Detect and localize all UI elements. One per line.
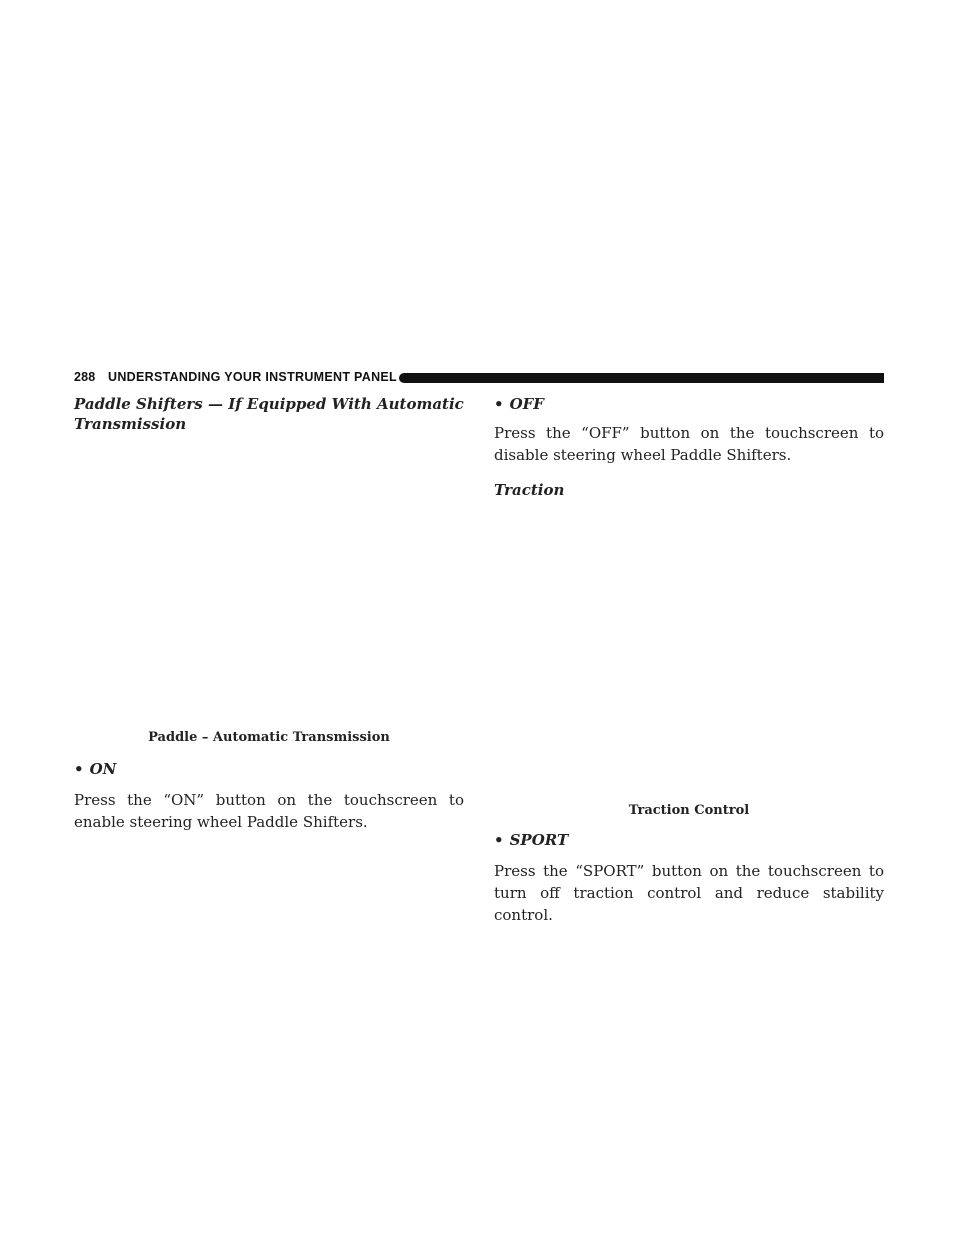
bullet-dot: • [494, 395, 504, 413]
traction-figure [494, 500, 884, 830]
off-bullet [494, 394, 884, 414]
page-number: 288 [74, 370, 96, 384]
on-label: ON [89, 760, 117, 778]
bullet-dot: • [494, 831, 504, 849]
traction-figure-caption: Traction Control [628, 803, 750, 818]
paddle-figure-caption: Paddle – Automatic Transmission [148, 730, 390, 745]
sport-label: SPORT [509, 831, 569, 849]
paddle-shifters-heading: Paddle Shifters — If Equipped With Automatic Transmission [74, 395, 464, 433]
bullet-dot: • [74, 760, 84, 778]
on-description: Press the “ON” button on the touchscreen to enable steering wheel Paddle Shifters. [74, 791, 464, 831]
sport-description: Press the “SPORT” button on the touchscreen to turn off traction control and reduce stability control. [494, 862, 884, 924]
paddle-figure [74, 434, 464, 759]
section-title: UNDERSTANDING YOUR INSTRUMENT PANEL [108, 370, 397, 384]
right-column [494, 394, 884, 926]
page-header [74, 370, 884, 386]
traction-heading: Traction [494, 481, 565, 499]
on-bullet [74, 759, 464, 779]
off-description: Press the “OFF” button on the touchscreen to disable steering wheel Paddle Shifters. [494, 424, 884, 464]
sport-bullet [494, 830, 884, 850]
off-label: OFF [509, 395, 544, 413]
left-column [74, 394, 464, 833]
header-rule [399, 373, 884, 383]
